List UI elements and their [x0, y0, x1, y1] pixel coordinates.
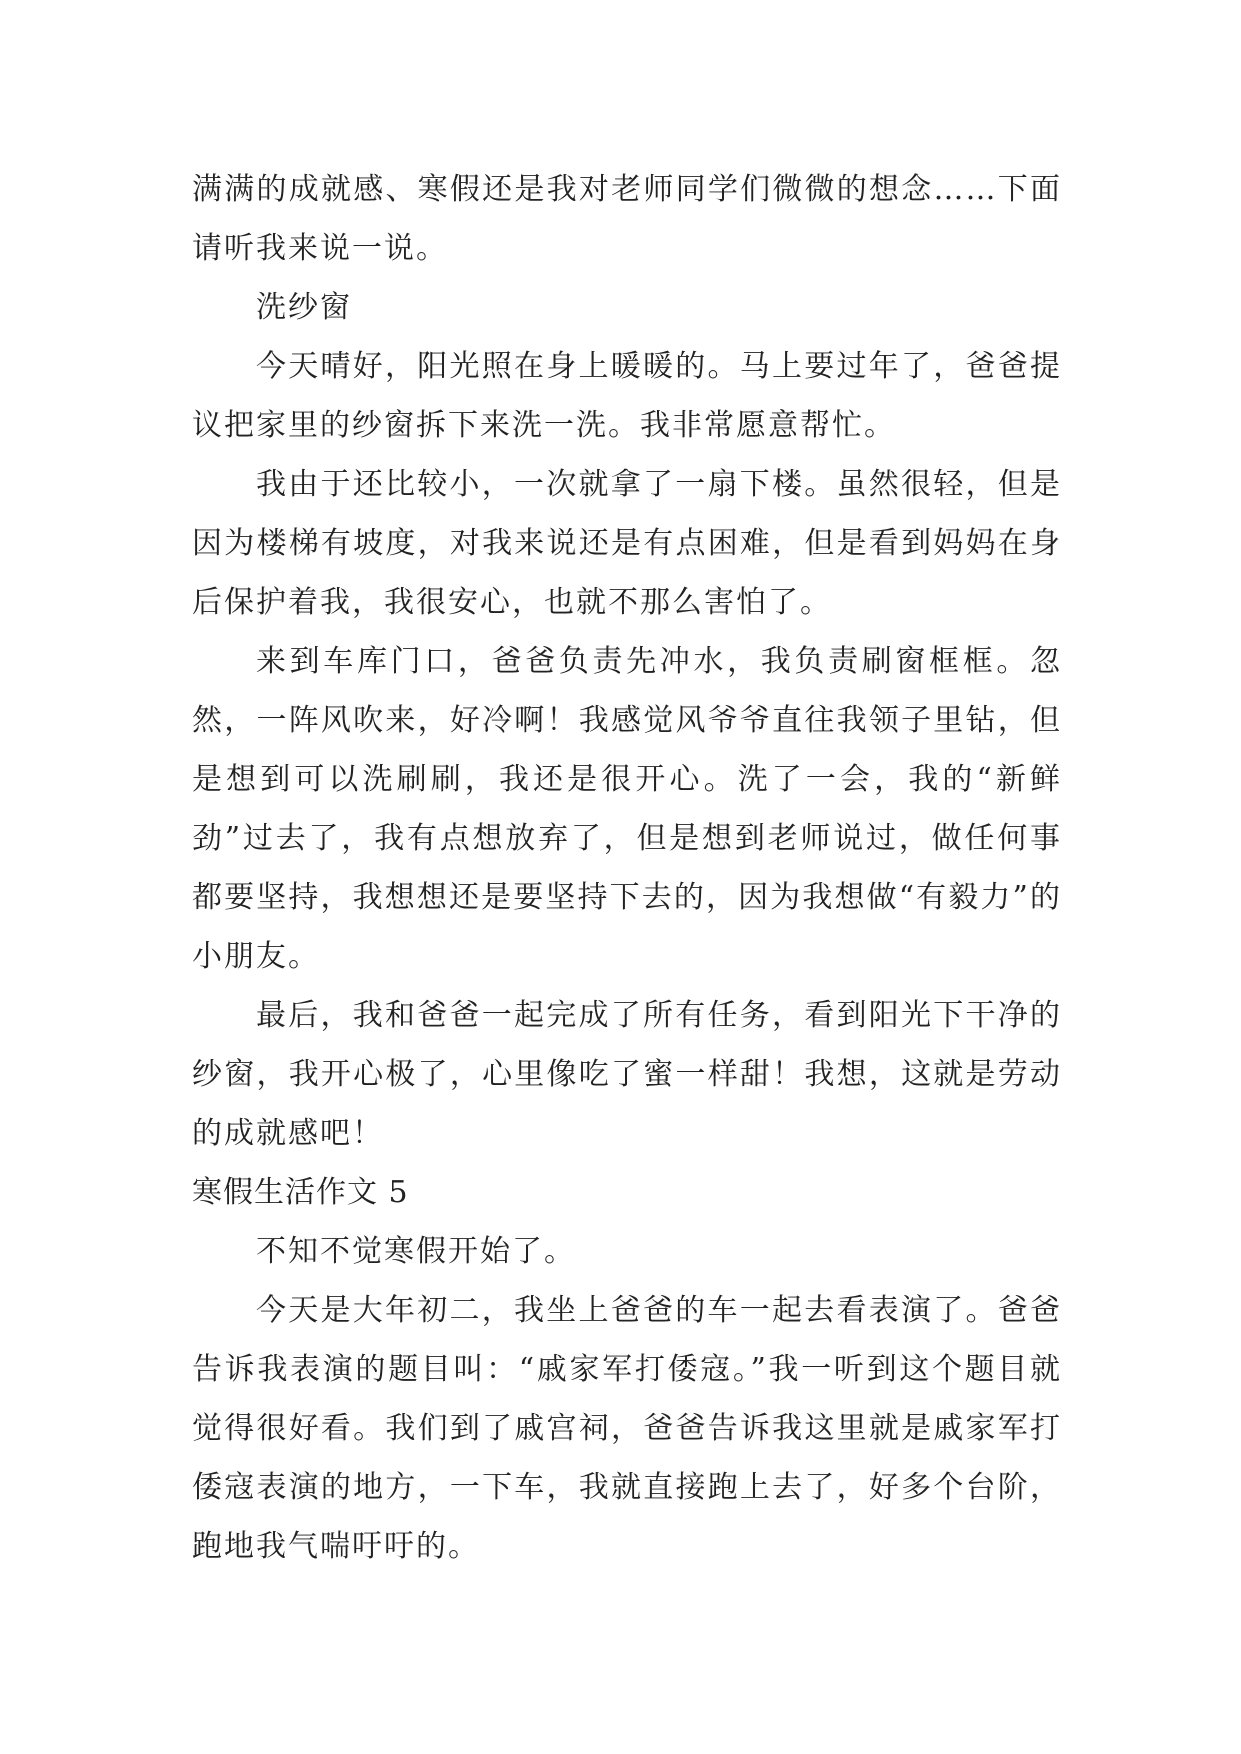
paragraph: 来到车库门口，爸爸负责先冲水，我负责刷窗框框。忽然，一阵风吹来，好冷啊！我感觉风爷爷直往我领子里钻，但是想到可以洗刷刷，我还是很开心。洗了一会，我的“新鲜劲”过去了，我有点想放弃了，但是想到老师说过，做任何事都要坚持，我想想还是要坚持下去的，因为我想做“有毅力”的小朋友。 — [192, 644, 1062, 974]
paragraph: 最后，我和爸爸一起完成了所有任务，看到阳光下干净的纱窗，我开心极了，心里像吃了蜜一样甜！我想，这就是劳动的成就感吧！ — [192, 998, 1062, 1151]
paragraph: 今天晴好，阳光照在身上暖暖的。马上要过年了，爸爸提议把家里的纱窗拆下来洗一洗。我非常愿意帮忙。 — [192, 349, 1062, 443]
document-body — [192, 160, 1062, 1576]
paragraph: 不知不觉寒假开始了。 — [256, 1234, 576, 1269]
paragraph: 我由于还比较小，一次就拿了一扇下楼。虽然很轻，但是因为楼梯有坡度，对我来说还是有点困难，但是看到妈妈在身后保护着我，我很安心，也就不那么害怕了。 — [192, 467, 1062, 620]
paragraph: 今天是大年初二，我坐上爸爸的车一起去看表演了。爸爸告诉我表演的题目叫：“戚家军打倭寇。”我一听到这个题目就觉得很好看。我们到了戚宫祠，爸爸告诉我这里就是戚家军打倭寇表演的地方，一下车，我就直接跑上去了，好多个台阶，跑地我气喘吁吁的。 — [192, 1293, 1062, 1564]
section-subtitle-wash-screen: 洗纱窗 — [256, 290, 352, 325]
paragraph-intro-continued: 满满的成就感、寒假还是我对老师同学们微微的想念……下面请听我来说一说。 — [192, 172, 1062, 266]
essay-heading: 寒假生活作文 5 — [192, 1175, 409, 1210]
